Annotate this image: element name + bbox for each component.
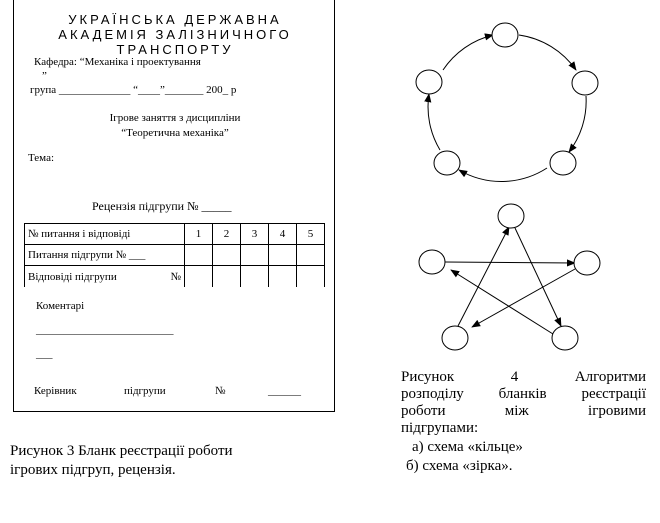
ring-arrow — [569, 96, 586, 152]
comments-label: Коментарі — [36, 300, 85, 312]
department-line-cont: ” — [42, 70, 47, 82]
table-row3-label-right: № — [170, 270, 181, 283]
figure4-caption-line2 — [401, 386, 646, 403]
group-line: група _____________ “____”_______ 200_ р — [30, 84, 237, 96]
star-node — [574, 251, 600, 275]
figure4-caption-word: Алгоритми — [574, 369, 646, 385]
registration-form — [13, 0, 335, 412]
star-arrow — [515, 228, 561, 326]
comments-line: _________________________ — [36, 324, 174, 336]
ring-arrow — [443, 35, 493, 70]
figure4-caption-line1 — [401, 369, 646, 386]
ring-arrow — [428, 94, 440, 150]
star-arrow — [458, 227, 509, 326]
leader-number-line: ______ — [268, 385, 301, 397]
table-row — [25, 245, 325, 266]
figure4-caption-word: розподілу — [401, 386, 464, 402]
leader-number-sign: № — [215, 385, 226, 397]
game-line2: “Теоретична механіка” — [121, 127, 229, 139]
table-row3-label-left: Відповіді підгрупи — [28, 270, 117, 283]
table-row — [25, 224, 325, 245]
table-cell — [241, 245, 269, 266]
table-row2-label: Питання підгрупи № ___ — [25, 245, 185, 266]
star-scheme-diagram — [405, 195, 610, 360]
ring-node — [492, 23, 518, 47]
leader-label: Керівник — [34, 385, 77, 397]
star-node — [552, 326, 578, 350]
table-number: 3 — [241, 224, 269, 245]
review-line: Рецензія підгрупи № _____ — [92, 199, 232, 213]
table-number: 4 — [269, 224, 297, 245]
figure4-caption-word: ігровими — [588, 403, 646, 419]
ring-arrow — [459, 168, 547, 181]
star-node — [498, 204, 524, 228]
figure4-caption-word: між — [504, 403, 529, 419]
table-cell — [297, 245, 325, 266]
figure4-caption-word: бланків — [498, 386, 547, 402]
figure4-caption-word: Рисунок — [401, 369, 455, 385]
ring-node — [416, 70, 442, 94]
game-line1: Ігрове заняття з дисципліни — [109, 112, 241, 124]
topic-label: Тема: — [28, 152, 55, 164]
figure4-caption-word: роботи — [401, 403, 446, 419]
table-number: 1 — [185, 224, 213, 245]
table-cell — [213, 266, 241, 287]
table-cell — [297, 266, 325, 287]
leader-subgroup: підгрупи — [124, 385, 166, 397]
figure4-item-a: а) схема «кільце» — [412, 439, 523, 455]
star-node — [442, 326, 468, 350]
figure4-item-b: б) схема «зірка». — [406, 458, 513, 474]
ring-arrow — [519, 35, 576, 70]
form-header-line2: АКАДЕМІЯ ЗАЛІЗНИЧНОГО — [58, 27, 292, 42]
figure4-caption-line4: підгрупами: — [401, 420, 479, 436]
table-cell — [241, 266, 269, 287]
table-row — [25, 266, 325, 287]
figure4-caption-line3 — [401, 403, 646, 420]
comments-line-2: ___ — [36, 348, 53, 360]
figure3-caption-line2: ігрових підгруп, рецензія. — [10, 462, 176, 478]
table-cell — [185, 266, 213, 287]
table-cell — [269, 245, 297, 266]
figure3-caption-line1: Рисунок 3 Бланк реєстрації роботи — [10, 443, 233, 459]
ring-node — [434, 151, 460, 175]
star-arrow — [445, 262, 575, 263]
ring-node — [550, 151, 576, 175]
figure4-caption-word: реєстрації — [581, 386, 646, 402]
table-number: 2 — [213, 224, 241, 245]
form-header-line3: ТРАНСПОРТУ — [116, 42, 234, 57]
star-arrow — [451, 270, 553, 334]
ring-node — [572, 71, 598, 95]
ring-scheme-diagram — [395, 10, 620, 190]
questions-table — [24, 223, 325, 287]
form-header-line1: УКРАЇНСЬКА ДЕРЖАВНА — [68, 12, 282, 27]
table-cell — [269, 266, 297, 287]
table-header-label: № питання і відповіді — [25, 224, 185, 245]
star-arrow — [472, 269, 575, 327]
table-cell — [213, 245, 241, 266]
star-node — [419, 250, 445, 274]
figure4-caption-word: 4 — [510, 369, 519, 385]
department-line: Кафедра: “Механіка і проектування — [34, 56, 201, 68]
table-row3-label — [25, 266, 185, 287]
table-cell — [185, 245, 213, 266]
table-number: 5 — [297, 224, 325, 245]
